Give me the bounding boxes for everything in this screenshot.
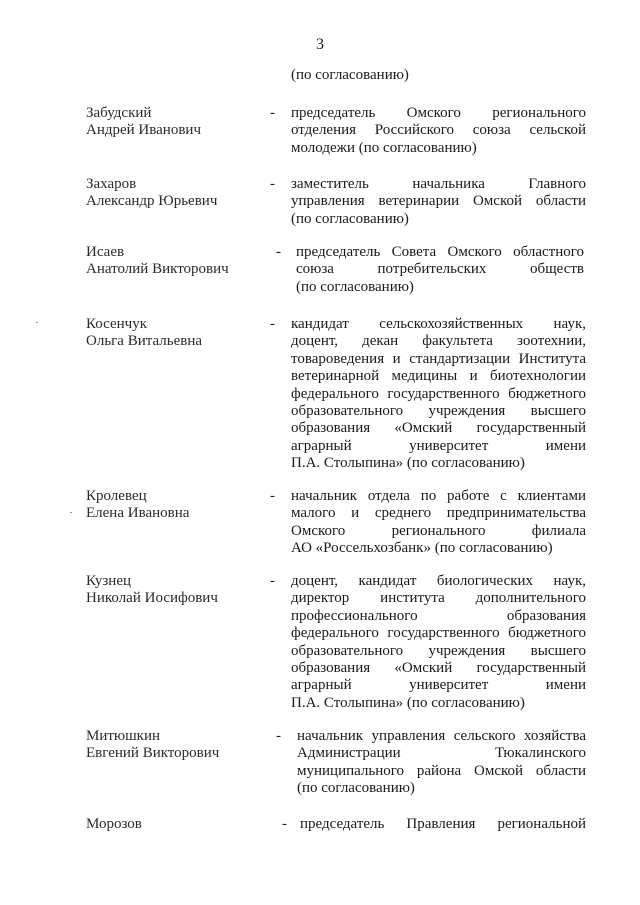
member-name	[86, 105, 201, 139]
scan-speck	[70, 512, 72, 513]
member-given-name: Николай Иосифович	[86, 590, 218, 606]
member-surname: Косенчук	[86, 316, 147, 332]
dash-separator: -	[282, 816, 287, 832]
position-line: союза потребительских обществ	[296, 261, 584, 278]
position-line: товароведения и стандартизации Института	[291, 350, 586, 367]
position-line: доцент, кандидат биологических наук,	[291, 573, 586, 589]
member-position	[296, 244, 584, 296]
member-given-name: Ольга Витальевна	[86, 333, 203, 349]
member-position	[297, 728, 586, 798]
position-line: П.А. Столыпина» (по согласованию)	[291, 694, 525, 711]
position-line: образования «Омский государственный	[291, 420, 586, 437]
member-surname: Кузнец	[86, 573, 132, 589]
position-line: образовательного учреждения высшего	[291, 642, 586, 659]
dash-separator: -	[270, 488, 275, 504]
position-line: отделения Российского союза сельской	[291, 122, 586, 139]
member-surname: Захаров	[86, 176, 137, 192]
position-line: федерального государственного бюджетного	[291, 625, 586, 642]
member-surname: Митюшкин	[86, 728, 161, 744]
position-line: молодежи (по согласованию)	[291, 139, 477, 156]
position-line: АО «Россельхозбанк» (по согласованию)	[291, 540, 553, 557]
member-surname: Кролевец	[86, 488, 147, 504]
position-line: председатель Омского регионального	[291, 105, 586, 121]
position-line: образования «Омский государственный	[291, 660, 586, 677]
member-given-name: Евгений Викторович	[86, 745, 220, 761]
position-line: Администрации Тюкалинского	[297, 745, 586, 762]
member-name	[86, 244, 229, 278]
position-line: начальник отдела по работе с клиентами	[291, 488, 586, 504]
member-surname: Исаев	[86, 244, 125, 260]
dash-separator: -	[270, 105, 275, 121]
member-given-name: Андрей Иванович	[86, 122, 201, 138]
member-position	[291, 176, 586, 228]
position-line: председатель Правления региональной	[300, 816, 586, 832]
position-line: начальник управления сельского хозяйства	[297, 728, 586, 744]
member-surname: Забудский	[86, 105, 152, 121]
member-surname: Морозов	[86, 816, 142, 832]
position-line: ветеринарной медицины и биотехнологии	[291, 368, 586, 385]
position-line: управления ветеринарии Омской области	[291, 193, 586, 210]
member-given-name: Елена Ивановна	[86, 505, 190, 521]
member-given-name: Александр Юрьевич	[86, 193, 218, 209]
carry-over-text: (по согласованию)	[291, 67, 409, 83]
dash-separator: -	[270, 176, 275, 192]
position-line: председатель Совета Омского областного	[296, 244, 584, 260]
position-line: аграрный университет имени	[291, 437, 586, 454]
position-line: Омского регионального филиала	[291, 522, 586, 539]
dash-separator: -	[276, 244, 281, 260]
member-position	[300, 816, 586, 833]
dash-separator: -	[270, 573, 275, 589]
dash-separator: -	[270, 316, 275, 332]
position-line: образовательного учреждения высшего	[291, 403, 586, 420]
position-line: муниципального района Омской области	[297, 762, 586, 779]
member-position	[291, 573, 586, 712]
position-line: федерального государственного бюджетного	[291, 385, 586, 402]
position-line: (по согласованию)	[291, 210, 409, 227]
member-name	[86, 728, 219, 762]
member-name	[86, 316, 202, 350]
page-number: 3	[316, 36, 324, 53]
dash-separator: -	[276, 728, 281, 744]
scan-speck	[36, 322, 38, 323]
member-name	[86, 816, 142, 833]
member-given-name: Анатолий Викторович	[86, 261, 229, 277]
member-name	[86, 176, 217, 210]
position-line: директор института дополнительного	[291, 590, 586, 607]
position-line: заместитель начальника Главного	[291, 176, 586, 192]
member-position	[291, 105, 586, 157]
position-line: малого и среднего предпринимательства	[291, 505, 586, 522]
member-name	[86, 573, 218, 607]
position-line: доцент, декан факультета зоотехнии,	[291, 333, 586, 350]
position-line: (по согласованию)	[297, 780, 415, 797]
position-line: аграрный университет имени	[291, 677, 586, 694]
position-line: кандидат сельскохозяйственных наук,	[291, 316, 586, 332]
member-position	[291, 488, 586, 558]
position-line: (по согласованию)	[296, 278, 414, 295]
position-line: профессионального образования	[291, 607, 586, 624]
position-line: П.А. Столыпина» (по согласованию)	[291, 455, 525, 472]
member-position	[291, 316, 586, 473]
member-name	[86, 488, 189, 522]
